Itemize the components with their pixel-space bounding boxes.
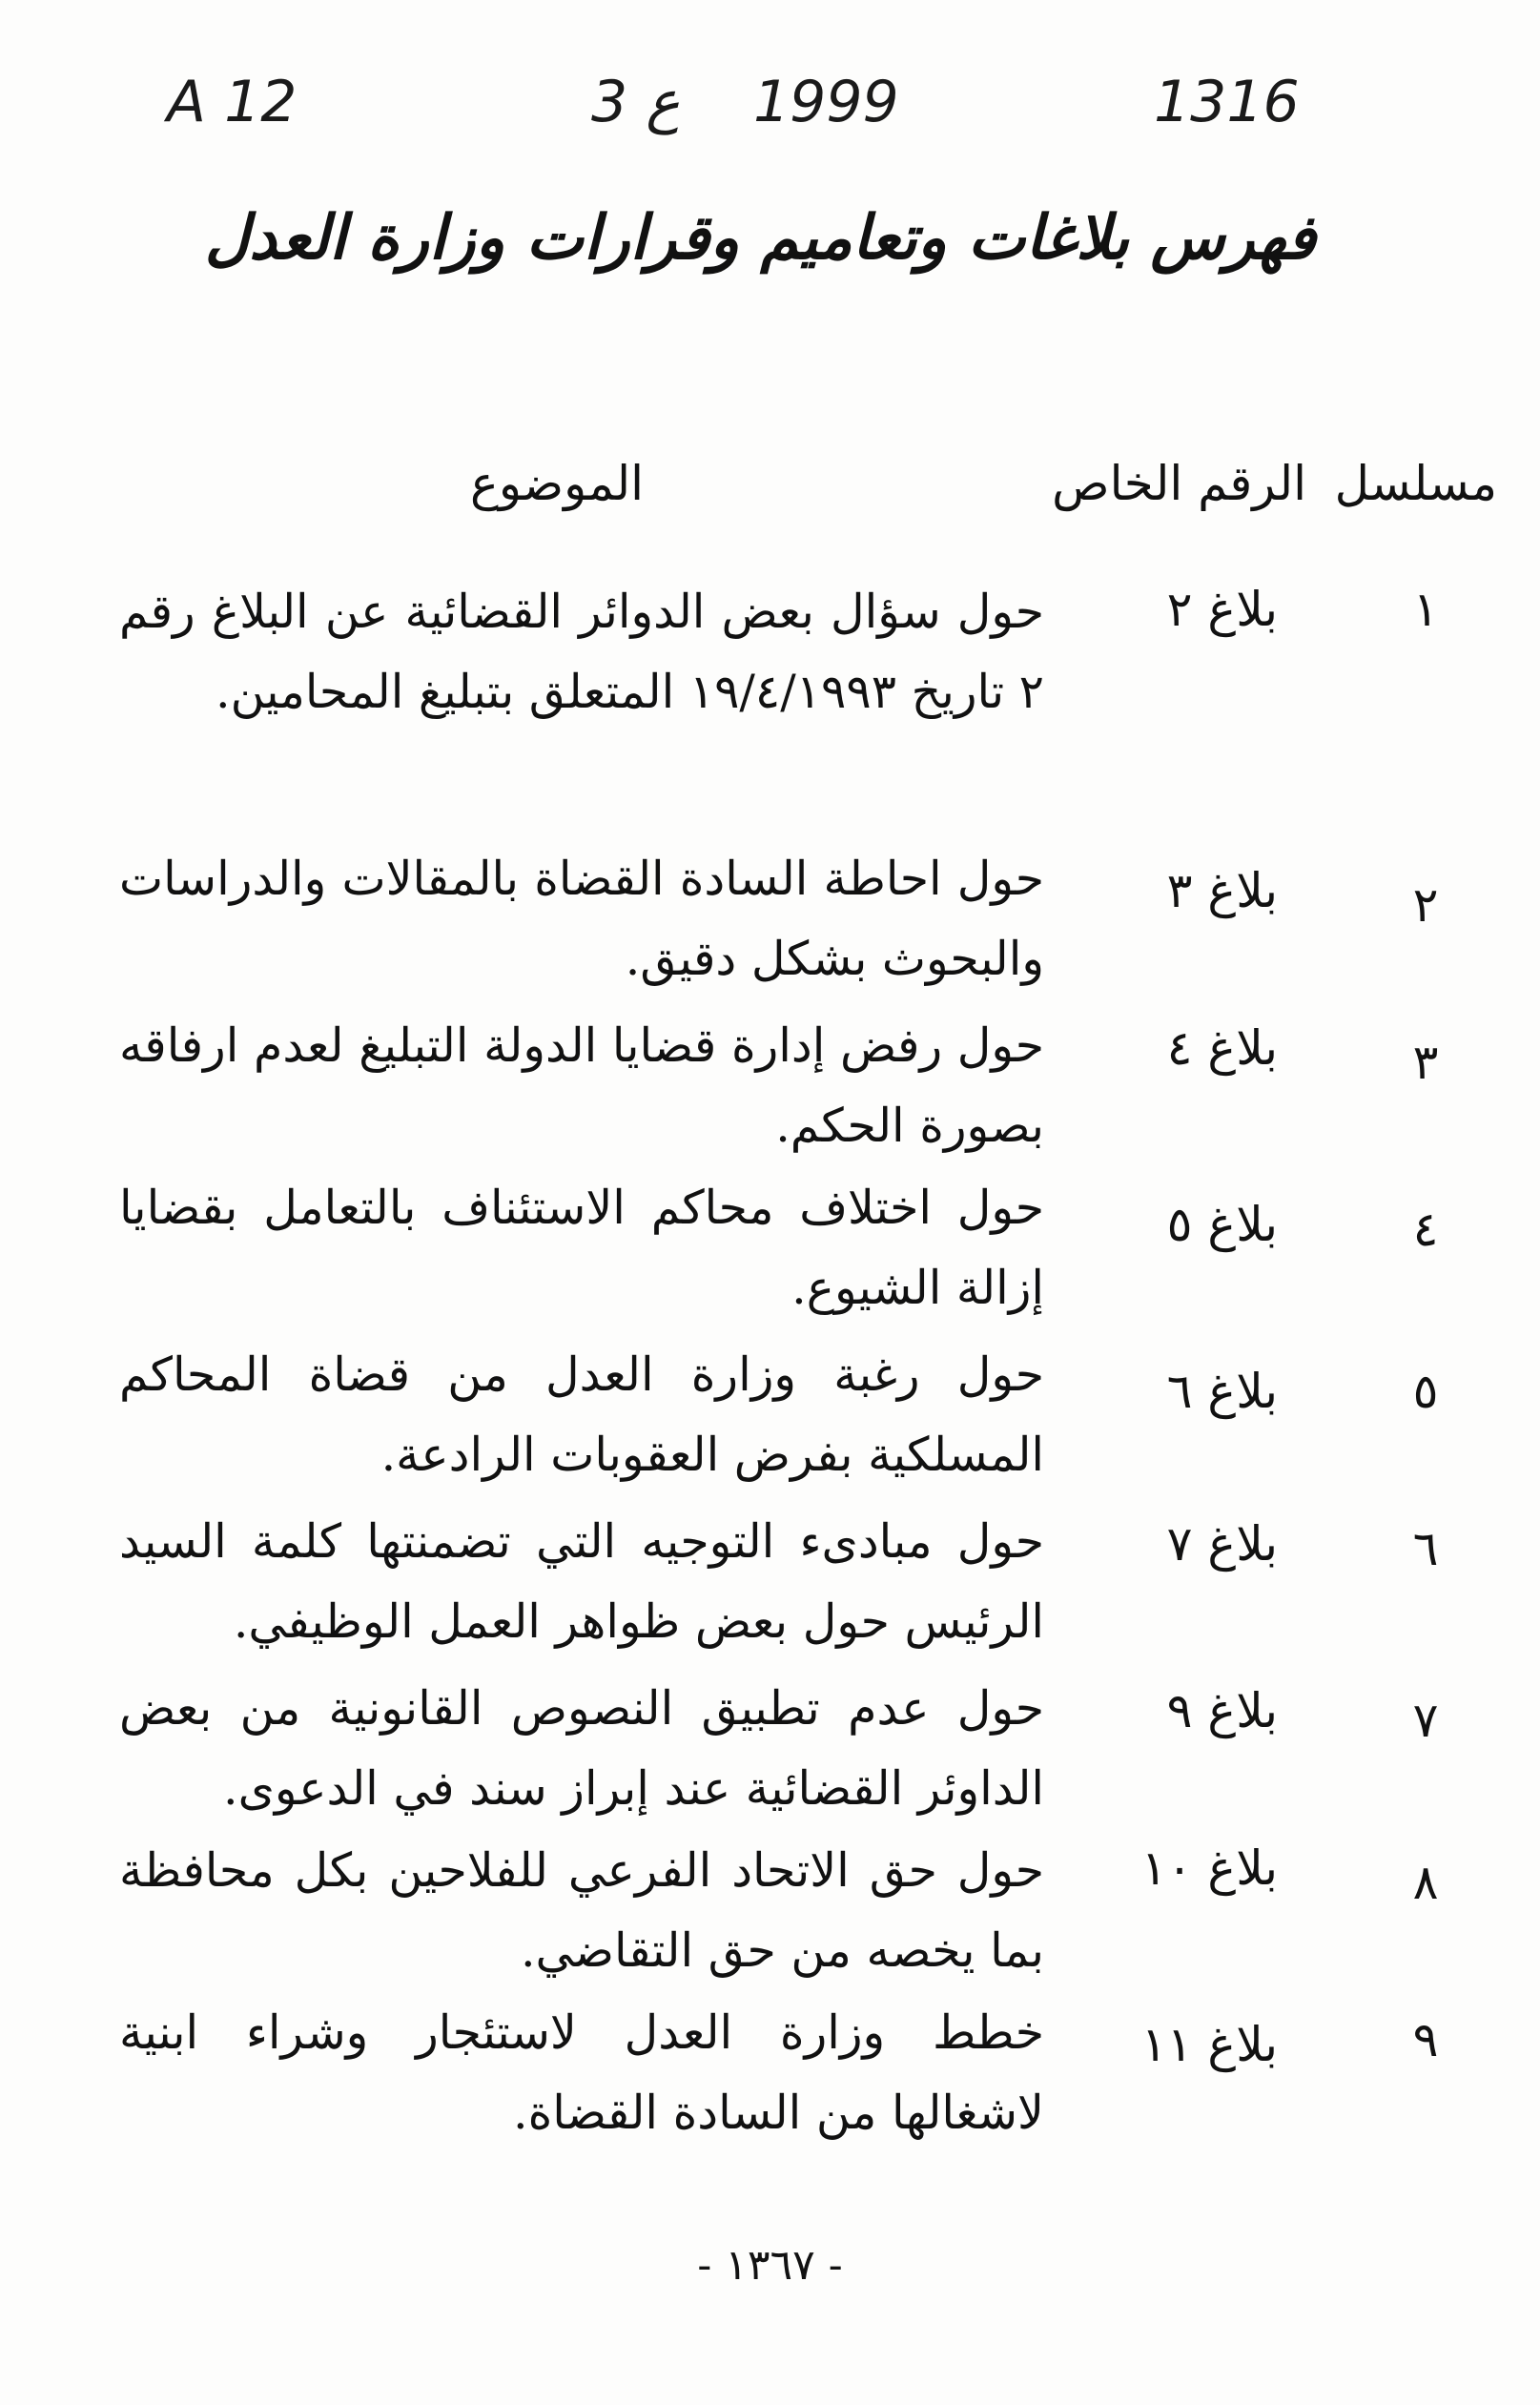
entry-serial: ١: [1412, 582, 1439, 637]
entry-number: بلاغ ١٠: [1140, 1840, 1278, 1896]
entry-number: بلاغ ٩: [1166, 1683, 1278, 1738]
entry-serial: ٩: [1412, 2012, 1439, 2067]
handwritten-note: A 12: [167, 69, 298, 135]
entry-serial: ٤: [1412, 1202, 1439, 1257]
index-entries: [0, 572, 1540, 2155]
entry-subject: حول مبادىء التوجيه التي تضمنتها كلمة السيد الرئيس حول بعض ظواهر العمل الوظيفي.: [119, 1514, 1044, 1649]
entry-serial: ٣: [1412, 1035, 1439, 1090]
header-serial: مسلسل: [1334, 456, 1497, 511]
entry-number: بلاغ ٢: [1166, 582, 1278, 637]
handwritten-note: 3 ع: [591, 69, 681, 135]
entry-serial: ٦: [1412, 1521, 1439, 1576]
entry-serial: ٨: [1412, 1855, 1439, 1910]
entry-subject: حول رغبة وزارة العدل من قضاة المحاكم المسلكية بفرض العقوبات الرادعة.: [119, 1347, 1044, 1482]
entry-number: بلاغ ٦: [1166, 1364, 1278, 1419]
entry-subject: حول حق الاتحاد الفرعي للفلاحين بكل محافظة بما يخصه من حق التقاضي.: [119, 1843, 1044, 1978]
entry-subject: حول عدم تطبيق النصوص القانونية من بعض الداوئر القضائية عند إبراز سند في الدعوى.: [119, 1681, 1044, 1816]
entry-subject: حول رفض إدارة قضايا الدولة التبليغ لعدم ارفاقه بصورة الحكم.: [119, 1018, 1044, 1153]
entry-number: بلاغ ١١: [1140, 2017, 1278, 2072]
header-subject: الموضوع: [470, 456, 644, 511]
entry-subject: خطط وزارة العدل لاستئجار وشراء ابنية لاشغالها من السادة القضاة.: [119, 2005, 1044, 2140]
entry-subject: حول سؤال بعض الدوائر القضائية عن البلاغ رقم ٢ تاريخ ١٩/٤/١٩٩٣ المتعلق بتبليغ المحامين.: [119, 585, 1044, 719]
entry-number: بلاغ ٤: [1166, 1020, 1278, 1076]
handwritten-note: 1999: [753, 69, 899, 135]
handwritten-note: 1316: [1154, 69, 1300, 135]
entry-serial: ٢: [1412, 877, 1439, 933]
column-headers: [0, 456, 1540, 532]
entry-subject: حول احاطة السادة القضاة بالمقالات والدراسات والبحوث بشكل دقيق.: [119, 852, 1044, 986]
entry-serial: ٥: [1412, 1364, 1439, 1419]
entry-number: بلاغ ٣: [1166, 863, 1278, 918]
handwritten-annotations: [0, 69, 1540, 154]
page-number: - ١٣٦٧ -: [697, 2241, 843, 2290]
entry-subject: حول اختلاف محاكم الاستئناف بالتعامل بقضايا إزالة الشيوع.: [119, 1181, 1044, 1315]
entry-number: بلاغ ٧: [1166, 1516, 1278, 1572]
entry-number: بلاغ ٥: [1166, 1197, 1278, 1252]
page-title: فهرس بلاغات وتعاميم وقرارات وزارة العدل: [204, 202, 1316, 274]
header-number: الرقم الخاص: [1052, 456, 1306, 511]
entry-serial: ٧: [1412, 1693, 1439, 1748]
